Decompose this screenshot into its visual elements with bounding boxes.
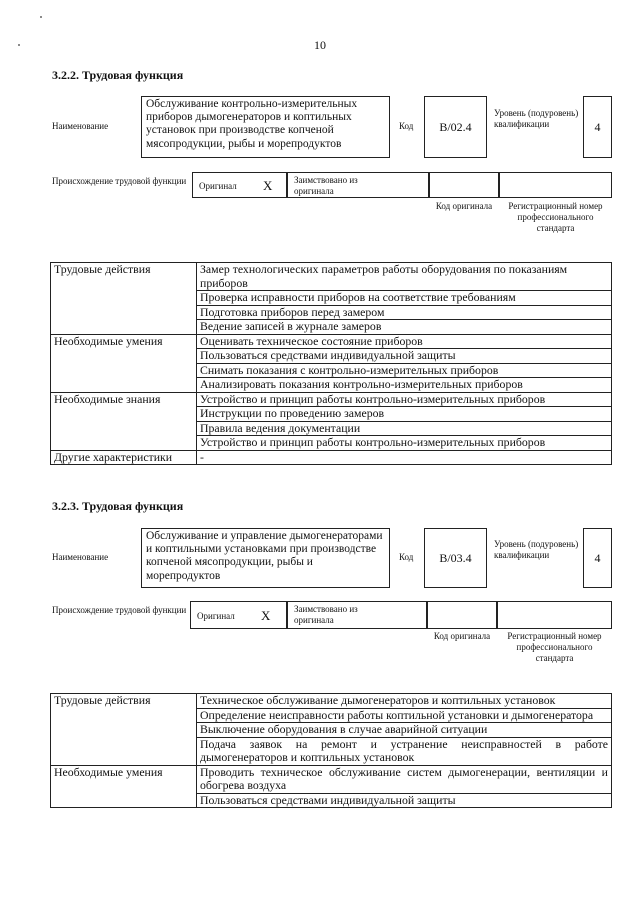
table-row xyxy=(51,263,612,291)
function-name: Обслуживание контрольно-измерительных приборов дымогенераторов и коптильных установок при производстве копченой мясопродукции, рыбы и морепродуктов xyxy=(141,96,390,158)
qualification-level: 4 xyxy=(583,528,612,588)
original-mark: X xyxy=(263,178,273,193)
original-label: Оригинал xyxy=(197,611,235,621)
original-code-cell xyxy=(429,172,499,198)
origin-original-cell xyxy=(192,172,287,198)
row-category-label: Трудовые действия xyxy=(51,263,197,335)
table-row xyxy=(51,392,612,407)
original-code-caption: Код оригинала xyxy=(435,201,493,211)
table-row xyxy=(51,450,612,465)
qualification-level: 4 xyxy=(583,96,612,158)
row-category-label: Трудовые действия xyxy=(51,694,197,766)
reg-number-cell xyxy=(499,172,612,198)
borrowed-label: Заимствовано из оригинала xyxy=(294,604,358,625)
row-item-text: Оценивать техническое состояние приборов xyxy=(197,334,612,349)
row-category-label: Необходимые умения xyxy=(51,334,197,392)
scan-speck xyxy=(40,16,42,18)
origin-borrowed-cell xyxy=(287,601,427,629)
row-category-label: Необходимые знания xyxy=(51,392,197,450)
original-mark: X xyxy=(261,608,271,623)
section-title: 3.2.3. Трудовая функция xyxy=(52,499,184,513)
table-row xyxy=(51,694,612,709)
row-item-text: Инструкции по проведению замеров xyxy=(197,407,612,422)
row-item-text: Ведение записей в журнале замеров xyxy=(197,320,612,335)
row-item-text: Снимать показания с контрольно-измерительных приборов xyxy=(197,363,612,378)
row-item-text: Техническое обслуживание дымогенераторов и коптильных установок xyxy=(197,694,612,709)
level-label: Уровень (подуровень) квалификации xyxy=(494,108,579,129)
name-label: Наименование xyxy=(52,121,109,131)
row-item-text: Подготовка приборов перед замером xyxy=(197,305,612,320)
row-item-text: Проверка исправности приборов на соответствие требованиям xyxy=(197,291,612,306)
row-category-label: Необходимые умения xyxy=(51,765,197,808)
origin-label: Происхождение трудовой функции xyxy=(52,176,187,186)
code-label: Код xyxy=(399,121,414,131)
row-item-text: Пользоваться средствами индивидуальной защиты xyxy=(197,349,612,364)
section-title: 3.2.2. Трудовая функция xyxy=(52,68,184,82)
original-code-caption: Код оригинала xyxy=(433,631,491,641)
row-item-text: Правила ведения документации xyxy=(197,421,612,436)
row-item-text: Замер технологических параметров работы оборудования по показаниям приборов xyxy=(197,263,612,291)
function-code: В/02.4 xyxy=(424,96,487,158)
row-item-text: Устройство и принцип работы контрольно-измерительных приборов xyxy=(197,436,612,451)
origin-label: Происхождение трудовой функции xyxy=(52,605,187,615)
row-item-text: Определение неисправности работы коптильной установки и дымогенератора xyxy=(197,708,612,723)
origin-original-cell xyxy=(190,601,287,629)
origin-borrowed-cell xyxy=(287,172,429,198)
function-details-table xyxy=(50,693,612,808)
row-item-text: Выключение оборудования в случае аварийной ситуации xyxy=(197,723,612,738)
name-label: Наименование xyxy=(52,552,109,562)
code-label: Код xyxy=(399,552,414,562)
function-name: Обслуживание и управление дымогенераторами и коптильными установками при производстве копченой мясопродукции, рыбы и морепродуктов xyxy=(141,528,390,588)
row-item-text: Пользоваться средствами индивидуальной защиты xyxy=(197,793,612,808)
row-item-text: Проводить техническое обслуживание систем дымогенерации, вентиляции и обогрева воздуха xyxy=(197,765,612,793)
level-label: Уровень (подуровень) квалификации xyxy=(494,539,579,560)
table-row xyxy=(51,334,612,349)
function-details-table xyxy=(50,262,612,465)
row-item-text: - xyxy=(197,450,612,465)
function-code: В/03.4 xyxy=(424,528,487,588)
original-label: Оригинал xyxy=(199,181,237,191)
borrowed-label: Заимствовано из оригинала xyxy=(294,175,358,196)
page-number: 10 xyxy=(314,38,326,52)
row-item-text: Устройство и принцип работы контрольно-измерительных приборов xyxy=(197,392,612,407)
reg-number-caption: Регистрационный номер профессионального стандарта xyxy=(507,631,602,663)
table-row xyxy=(51,765,612,793)
row-category-label: Другие характеристики xyxy=(51,450,197,465)
reg-number-caption: Регистрационный номер профессионального стандарта xyxy=(508,201,603,233)
reg-number-cell xyxy=(497,601,612,629)
original-code-cell xyxy=(427,601,497,629)
row-item-text: Анализировать показания контрольно-измерительных приборов xyxy=(197,378,612,393)
row-item-text: Подача заявок на ремонт и устранение неисправностей в работе дымогенераторов и коптильных установок xyxy=(197,737,612,765)
